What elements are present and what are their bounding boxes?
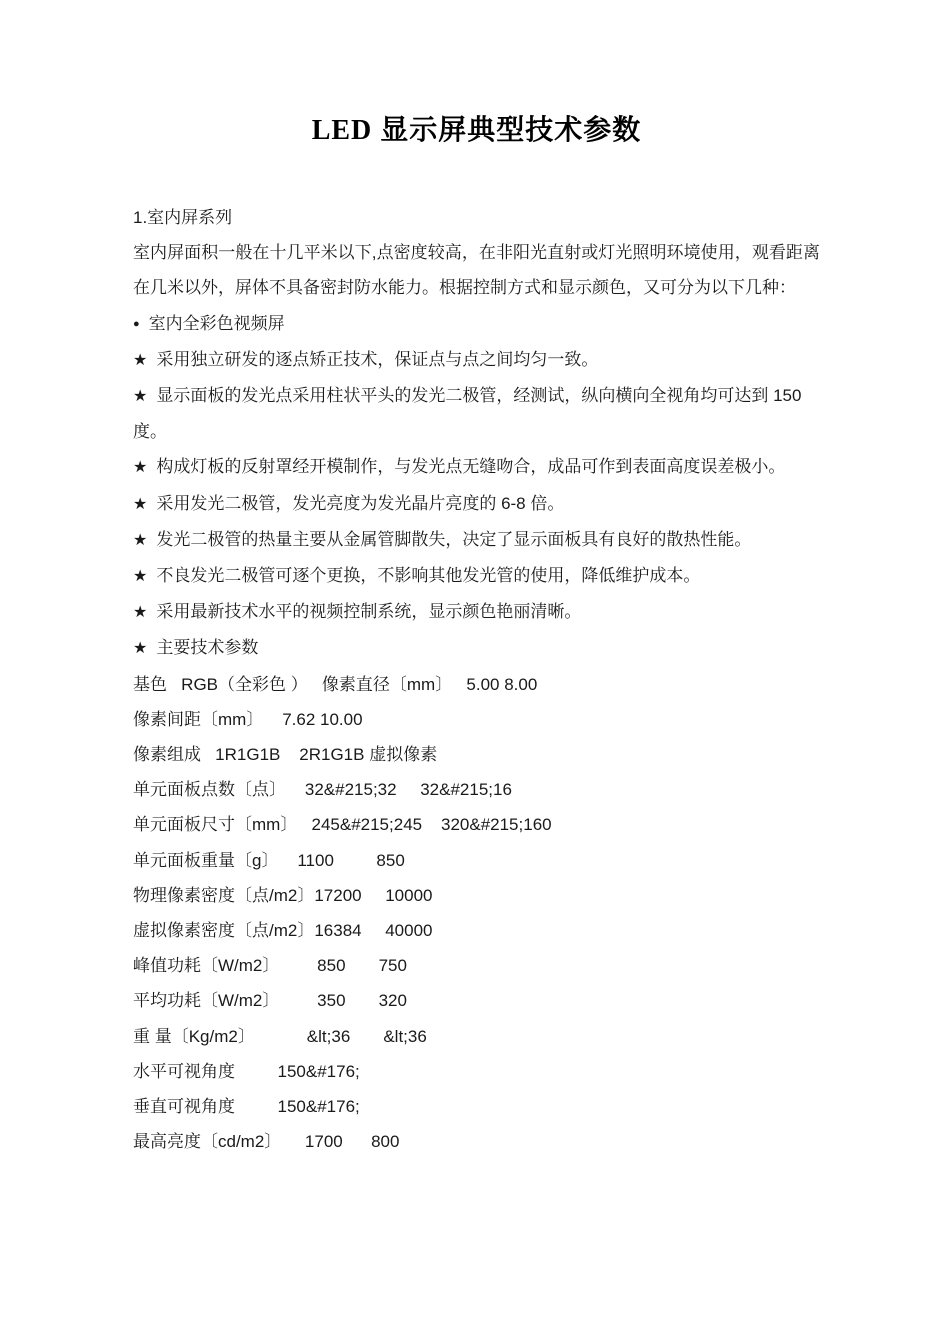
feature-item bbox=[133, 522, 820, 558]
param-line-panel-dots: 单元面板点数〔点〕 32&#215;32 32&#215;16 bbox=[133, 780, 512, 800]
feature-item bbox=[133, 486, 820, 522]
star-icon: ★ bbox=[133, 495, 148, 513]
param-line-vertical-angle: 垂直可视角度 150&#176; bbox=[133, 1097, 360, 1117]
star-icon: ★ bbox=[133, 459, 148, 477]
param-line-panel-weight: 单元面板重量〔g〕 1100 850 bbox=[133, 850, 405, 870]
param-line-base-color: 基色 RGB（全彩色 ） 像素直径〔mm〕 5.00 8.00 bbox=[133, 674, 538, 694]
param-line-peak-power: 峰值功耗〔W/m2〕 850 750 bbox=[133, 956, 407, 976]
param-line-pixel-composition: 像素组成 1R1G1B 2R1G1B 虚拟像素 bbox=[133, 745, 438, 765]
page-title: LED 显示屏典型技术参数 bbox=[311, 115, 642, 146]
star-icon: ★ bbox=[133, 351, 148, 369]
star-icon: ★ bbox=[133, 640, 148, 658]
feature-item bbox=[133, 342, 820, 378]
feature-text: 构成灯板的反射罩经开模制作，与发光点无缝吻合，成品可作到表面高度误差极小。 bbox=[156, 457, 786, 477]
intro-paragraph: 室内屏面积一般在十几平米以下,点密度较高，在非阳光直射或灯光照明环境使用，观看距离在几米以外，屏体不具备密封防水能力。根据控制方式和显示颜色，又可分为以下几种： bbox=[133, 243, 820, 298]
feature-item bbox=[133, 449, 820, 485]
bullet-item bbox=[133, 306, 820, 342]
star-icon: ★ bbox=[133, 531, 148, 549]
feature-text: 不良发光二极管可逐个更换，不影响其他发光管的使用，降低维护成本。 bbox=[156, 566, 701, 586]
param-line-max-brightness: 最高亮度〔cd/m2〕 1700 800 bbox=[133, 1132, 400, 1152]
feature-text: 发光二极管的热量主要从金属管脚散失，决定了显示面板具有良好的散热性能。 bbox=[156, 529, 752, 549]
feature-text: 主要技术参数 bbox=[156, 638, 259, 658]
feature-text: 采用发光二极管，发光亮度为发光晶片亮度的 6-8 倍。 bbox=[156, 493, 565, 513]
param-line-horizontal-angle: 水平可视角度 150&#176; bbox=[133, 1061, 360, 1081]
feature-item bbox=[133, 558, 820, 594]
param-line-pixel-pitch: 像素间距〔mm〕 7.62 10.00 bbox=[133, 709, 363, 729]
param-line-average-power: 平均功耗〔W/m2〕 350 320 bbox=[133, 991, 407, 1011]
bullet-icon: ● bbox=[133, 317, 140, 330]
param-line-physical-density: 物理像素密度〔点/m2〕17200 10000 bbox=[133, 885, 433, 905]
feature-text: 采用独立研发的逐点矫正技术，保证点与点之间均匀一致。 bbox=[156, 349, 599, 369]
feature-item bbox=[133, 594, 820, 630]
section-heading: 1.室内屏系列 bbox=[133, 208, 233, 227]
param-line-panel-size: 单元面板尺寸〔mm〕 245&#215;245 320&#215;160 bbox=[133, 815, 552, 835]
star-icon: ★ bbox=[133, 388, 148, 406]
star-icon: ★ bbox=[133, 568, 148, 586]
param-line-virtual-density: 虚拟像素密度〔点/m2〕16384 40000 bbox=[133, 921, 433, 941]
feature-text: 采用最新技术水平的视频控制系统，显示颜色艳丽清晰。 bbox=[156, 602, 582, 622]
feature-text: 显示面板的发光点采用柱状平头的发光二极管，经测试，纵向横向全视角均可达到 150 度。 bbox=[133, 386, 807, 442]
param-line-weight: 重 量〔Kg/m2〕 &lt;36 &lt;36 bbox=[133, 1026, 427, 1046]
feature-item bbox=[133, 630, 820, 666]
star-icon: ★ bbox=[133, 604, 148, 622]
feature-item bbox=[133, 378, 820, 449]
bullet-text: 室内全彩色视频屏 bbox=[148, 313, 285, 333]
